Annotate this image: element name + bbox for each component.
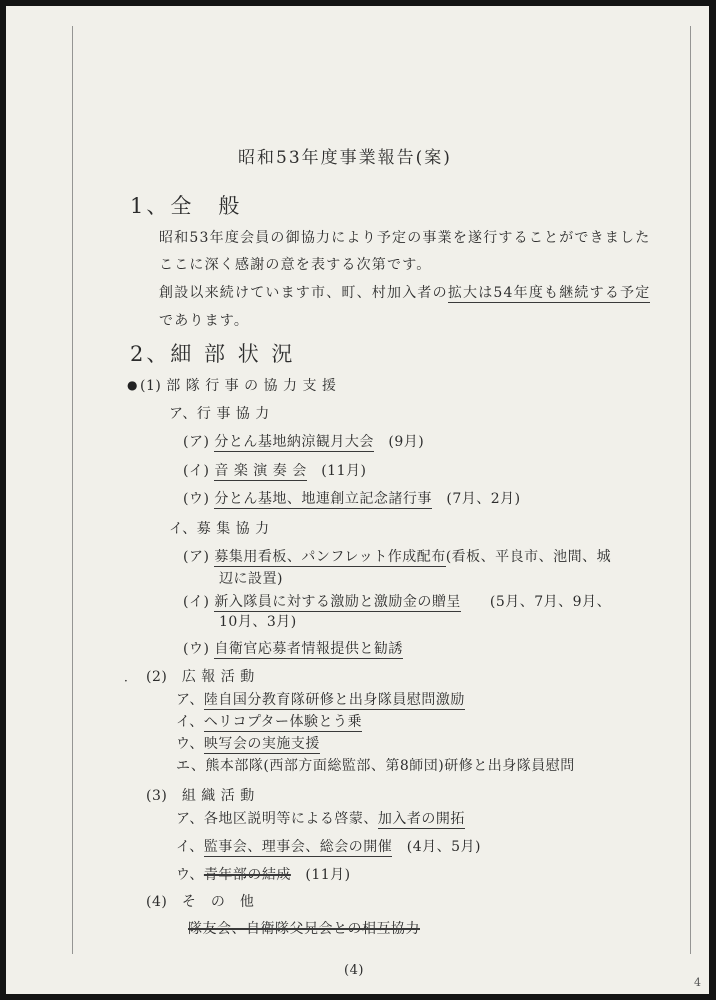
item-1b-entry-2-cont: 10月、3月) bbox=[219, 614, 297, 630]
entry-text: 分とん基地納涼観月大会 bbox=[214, 434, 374, 450]
entry-rest: (5月、7月、9月、 bbox=[489, 594, 612, 610]
entry-label: (イ) bbox=[183, 594, 210, 610]
item-4-title: そ の 他 bbox=[181, 894, 255, 910]
entry-text: 監事会、理事会、総会の開催 bbox=[203, 839, 393, 855]
right-margin-line bbox=[690, 26, 691, 954]
item-1b-entry-2 bbox=[183, 594, 611, 610]
item-4-text bbox=[188, 921, 420, 937]
entry-note: (11月) bbox=[305, 867, 351, 883]
entry-text: 熊本部隊(西部方面総監部、第8師団)研修と出身隊員慰問 bbox=[205, 758, 575, 774]
item-3-title: 組 織 活 動 bbox=[181, 788, 255, 804]
item-1-title: 部 隊 行 事 の 協 力 支 援 bbox=[166, 378, 337, 394]
entry-text-underlined: 加入者の開拓 bbox=[377, 811, 465, 827]
item-3-entry-3 bbox=[176, 867, 351, 883]
entry-note: (9月) bbox=[388, 434, 425, 450]
item-1-label: (1) bbox=[140, 378, 162, 394]
entry-text: 新入隊員に対する激励と激励金の贈呈 bbox=[214, 594, 461, 610]
entry-text: 分とん基地、地連創立記念諸行事 bbox=[214, 491, 432, 507]
entry-text: 各地区説明等による啓蒙、 bbox=[203, 811, 378, 827]
item-1a-title: 行 事 協 力 bbox=[196, 406, 270, 422]
page-number: (4) bbox=[344, 963, 364, 978]
item-1 bbox=[140, 378, 336, 394]
item-1b-label: イ、 bbox=[169, 521, 197, 537]
entry-label: エ、 bbox=[176, 758, 206, 774]
entry-label: (ウ) bbox=[183, 641, 210, 657]
entry-note: (4月、5月) bbox=[406, 839, 481, 855]
item-4-text-content: 隊友会、自衛隊父兄会との相互協力 bbox=[188, 921, 420, 937]
entry-label: (ウ) bbox=[183, 491, 210, 507]
entry-rest: (看板、平良市、池間、城 bbox=[445, 549, 612, 565]
item-2-entry-3 bbox=[176, 736, 320, 752]
entry-label: イ、 bbox=[176, 714, 204, 730]
entry-text: 音 楽 演 奏 会 bbox=[214, 463, 307, 479]
section-1-heading: 1、全 般 bbox=[130, 194, 243, 218]
item-3-label: (3) bbox=[146, 788, 168, 804]
entry-text: ヘリコプター体験とう乗 bbox=[203, 714, 362, 730]
item-2-label: (2) bbox=[146, 669, 168, 685]
left-margin-line bbox=[72, 26, 73, 954]
entry-label: イ、 bbox=[176, 839, 204, 855]
item-1b-title: 募 集 協 力 bbox=[196, 521, 270, 537]
entry-note: (7月、2月) bbox=[446, 491, 521, 507]
item-2-title: 広 報 活 動 bbox=[181, 669, 255, 685]
item-1b-entry-1 bbox=[183, 549, 611, 565]
section-1-line-3-text: 創設以来続けています市、町、村加入者の bbox=[159, 285, 448, 301]
item-4 bbox=[146, 894, 254, 910]
item-1b-entry-3 bbox=[183, 641, 403, 657]
item-1a-label: ア、 bbox=[169, 406, 197, 422]
item-1a bbox=[169, 406, 270, 422]
entry-text: 募集用看板、パンフレット作成配布 bbox=[214, 549, 446, 565]
section-1-line-3-underlined: 拡大は54年度も継続する予定 bbox=[447, 285, 651, 301]
item-3-entry-2 bbox=[176, 839, 481, 855]
bullet-mark: ● bbox=[127, 378, 138, 392]
item-1b-entry-1-cont: 辺に設置) bbox=[219, 571, 283, 587]
document-title: 昭和53年度事業報告(案) bbox=[238, 148, 452, 168]
item-2-entry-4 bbox=[176, 758, 575, 774]
section-2-heading: 2、細 部 状 況 bbox=[130, 342, 296, 366]
entry-label: ア、 bbox=[176, 692, 204, 708]
entry-label: (ア) bbox=[183, 549, 210, 565]
item-3-entry-1 bbox=[176, 811, 465, 827]
item-1a-entry-3 bbox=[183, 491, 521, 507]
entry-label: ア、 bbox=[176, 811, 204, 827]
entry-text: 青年部の結成 bbox=[203, 867, 291, 883]
item-2 bbox=[146, 669, 255, 685]
item-2-entry-2 bbox=[176, 714, 362, 730]
check-mark: · bbox=[124, 674, 128, 688]
item-1b bbox=[169, 521, 270, 537]
entry-label: (ア) bbox=[183, 434, 210, 450]
item-4-label: (4) bbox=[146, 894, 168, 910]
section-1-line-4: であります。 bbox=[159, 313, 250, 329]
entry-note: (11月) bbox=[321, 463, 367, 479]
item-1a-entry-1 bbox=[183, 434, 424, 450]
section-1-line-2: ここに深く感謝の意を表する次第です。 bbox=[159, 257, 432, 273]
entry-text: 陸自国分教育隊研修と出身隊員慰問激励 bbox=[203, 692, 465, 708]
entry-text: 自衛官応募者情報提供と勧誘 bbox=[214, 641, 403, 657]
corner-number: 4 bbox=[694, 976, 701, 989]
section-1-line-3 bbox=[159, 285, 650, 301]
item-2-entry-1 bbox=[176, 692, 465, 708]
document-page bbox=[6, 6, 709, 994]
entry-text: 映写会の実施支援 bbox=[203, 736, 320, 752]
section-1-line-1: 昭和53年度会員の御協力により予定の事業を遂行することができました bbox=[159, 230, 651, 246]
entry-label: (イ) bbox=[183, 463, 210, 479]
item-3 bbox=[146, 788, 255, 804]
entry-label: ウ、 bbox=[176, 736, 204, 752]
entry-label: ウ、 bbox=[176, 867, 204, 883]
item-1a-entry-2 bbox=[183, 463, 366, 479]
